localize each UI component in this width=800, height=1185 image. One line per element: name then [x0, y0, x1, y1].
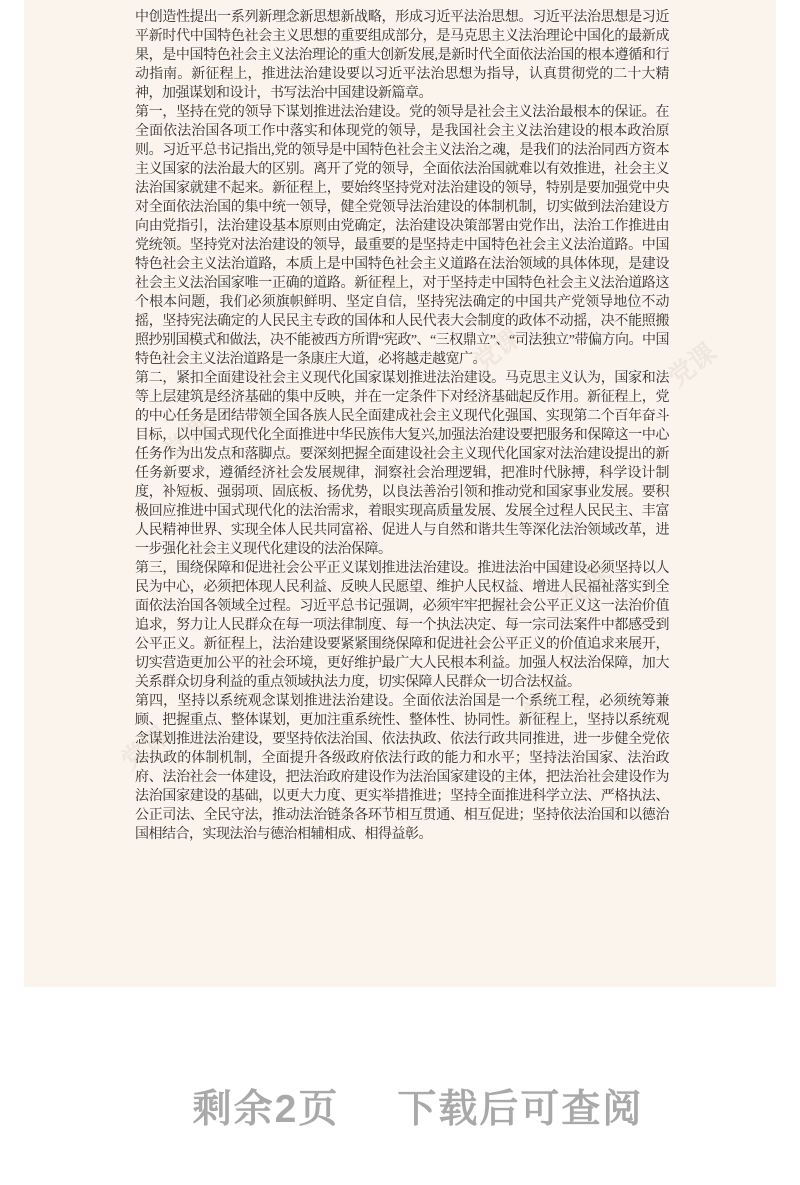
- download-prompt-banner[interactable]: [18, 1078, 800, 1134]
- paragraph: 第二，紧扣全面建设社会主义现代化国家谋划推进法治建设。马克思主义认为，国家和法等上层建筑是经济基础的集中反映，并在一定条件下对经济基础起反作用。新征程上，党的中心任务是团结带领全国各族人民全面建成社会主义现代化强国、实现第二个百年奋斗目标，以中国式现代化全面推进中华民族伟大复兴,加强法治建设要把服务和保障这一中心任务作为出发点和落脚点。要深刻把握全面建设社会主义现代化国家对法治建设提出的新任务新要求，遵循经济社会发展规律，洞察社会治理逻辑，把准时代脉搏，科学设计制度，补短板、强弱项、固底板、扬优势，以良法善治引领和推动党和国家事业发展。要积极回应推进中国式现代化的法治需求，着眼实现高质量发展、发展全过程人民民主、丰富人民精神世界、实现全体人民共同富裕、促进人与自然和谐共生等深化法治领域改革，进一步强化社会主义现代化建设的法治保障。: [135, 371, 669, 557]
- document-body: [135, 8, 669, 844]
- paragraph: 中创造性提出一系列新理念新思想新战略，形成习近平法治思想。习近平法治思想是习近平新时代中国特色社会主义思想的重要组成部分，是马克思主义法治理论中国化的最新成果，是中国特色社会主义法治理论的重大创新发展,是新时代全面依法治国的根本遵循和行动指南。新征程上，推进法治建设要以习近平法治思想为指导，认真贯彻党的二十大精神，加强谋划和设计，书写法治中国建设新篇章。: [135, 10, 669, 101]
- document-page: [24, 0, 776, 987]
- remaining-pages-label: 剩余2页: [192, 1088, 340, 1131]
- paragraph: 第四，坚持以系统观念谋划推进法治建设。全面依法治国是一个系统工程，必须统筹兼顾、把握重点、整体谋划，更加注重系统性、整体性、协同性。新征程上，坚持以系统观念谋划推进法治建设，要坚持依法治国、依法执政、依法行政共同推进，进一步健全党依法执政的体制机制，全面提升各级政府依法行政的能力和水平；坚持法治国家、法治政府、法治社会一体建设，把法治政府建设作为法治国家建设的主体，把法治社会建设作为法治国家建设的基础，以更大力度、更实举措推进；坚持全面推进科学立法、严格执法、公正司法、全民守法，推动法治链条各环节相互贯通、相互促进；坚持依法治国和以德治国相结合，实现法治与德治相辅相成、相得益彰。: [135, 694, 669, 842]
- paragraph: 第三，围绕保障和促进社会公平正义谋划推进法治建设。推进法治中国建设必须坚持以人民为中心，必须把体现人民利益、反映人民愿望、维护人民权益、增进人民福祉落实到全面依法治国各领域全过程。习近平总书记强调，必须牢牢把握社会公平正义这一法治价值追求，努力让人民群众在每一项法律制度、每一个执法决定、每一宗司法案件中都感受到公平正义。新征程上，法治建设要紧紧围绕保障和促进社会公平正义的价值追求来展开，切实营造更加公平的社会环境，更好维护最广大人民根本利益。加强人权法治保障，加大关系群众切身利益的重点领域执法力度，切实保障人民群众一切合法权益。: [135, 561, 669, 690]
- paragraph: 第一，坚持在党的领导下谋划推进法治建设。党的领导是社会主义法治最根本的保证。在全面依法治国各项工作中落实和体现党的领导，是我国社会主义法治建设的根本政治原则。习近平总书记指出,党的领导是中国特色社会主义法治之魂，是我们的法治同西方资本主义国家的法治最大的区别。离开了党的领导，全面依法治国就难以有效推进，社会主义法治国家就建不起来。新征程上，要始终坚持党对法治建设的领导，特别是要加强党中央对全面依法治国的集中统一领导，健全党领导法治建设的体制机制，切实做到法治建设方向由党指引，法治建设基本原则由党确定，法治建设决策部署由党作出，法治工作推进由党统领。坚持党对法治建设的领导，最重要的是坚持走中国特色社会主义法治道路。中国特色社会主义法治道路，本质上是中国特色社会主义道路在法治领域的具体体现，是建设社会主义法治国家唯一正确的道路。新征程上，对于坚持走中国特色社会主义法治道路这个根本问题，我们必须旗帜鲜明、坚定自信，坚持宪法确定的中国共产党领导地位不动摇，坚持宪法确定的人民民主专政的国体和人民代表大会制度的政体不动摇，决不能照搬照抄别国模式和做法，决不能被西方所谓“宪政”、“三权鼎立”、“司法独立”带偏方向。中国特色社会主义法治道路是一条康庄大道，必将越走越宽广。: [135, 105, 669, 367]
- download-to-view-label: 下载后可查阅: [397, 1088, 644, 1131]
